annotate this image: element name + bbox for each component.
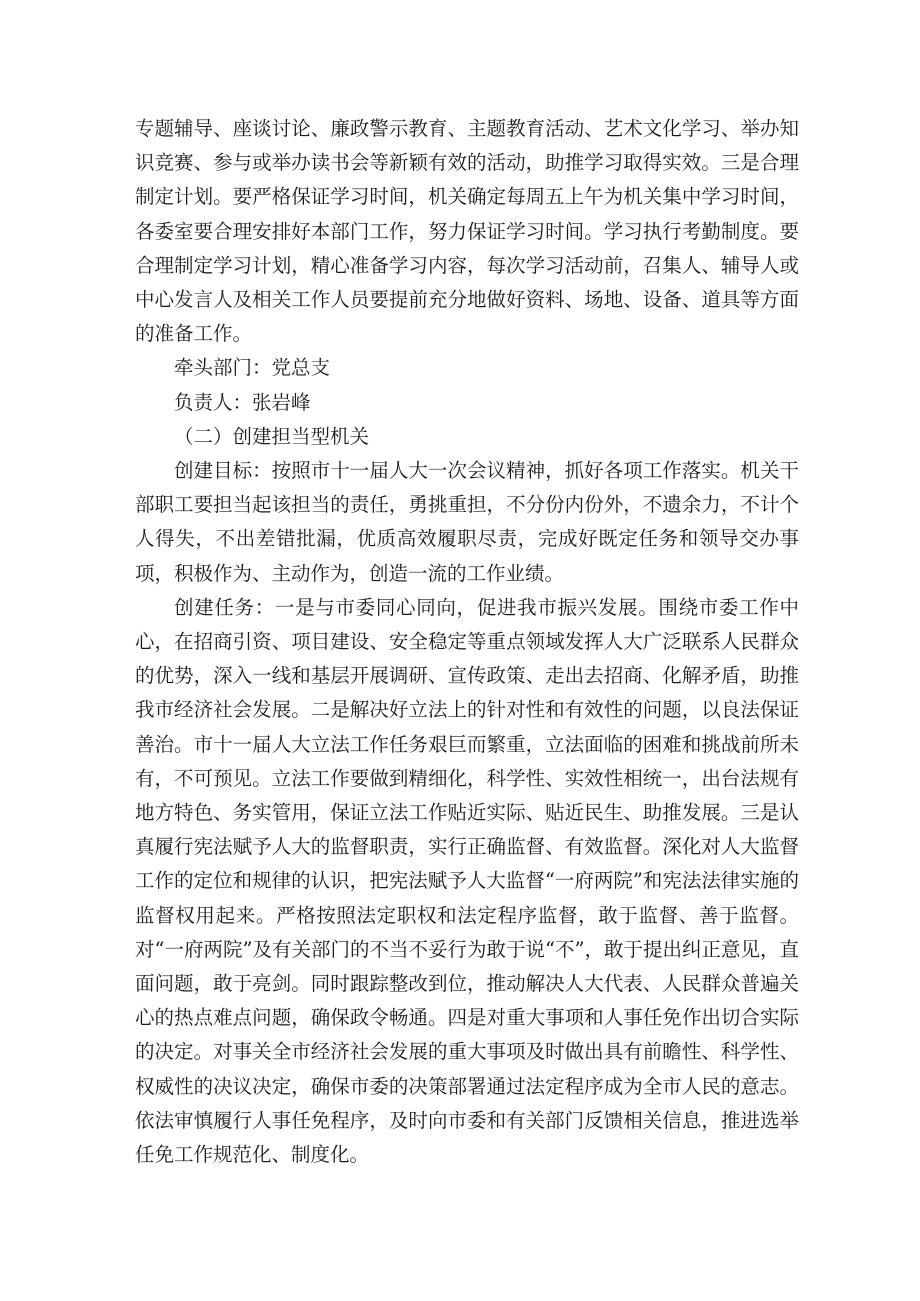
paragraph-responsible-person: 负责人：张岩峰 <box>174 390 311 414</box>
paragraph-study-methods: 专题辅导、座谈讨论、廉政警示教育、主题教育活动、艺术文化学习、举办知识竞赛、参与或举办读书会等新颖有效的活动，助推学习取得实效。三是合理制定计划。要严格保证学习时间，机关确定每周五上午为机关集中学习时间，各委室要合理安排好本部门工作，努力保证学习时间。学习执行考勤制度。要合理制定学习计划，精心准备学习内容，每次学习活动前，召集人、辅导人或中心发言人及相关工作人员要提前充分地做好资料、场地、设备、道具等方面的准备工作。 <box>135 117 799 346</box>
paragraph-creation-goal: 创建目标：按照市十一届人大一次会议精神，抓好各项工作落实。机关干部职工要担当起该担当的责任，勇挑重担，不分份内份外，不遗余力，不计个人得失，不出差错批漏，优质高效履职尽责，完成好既定任务和领导交办事项，积极作为、主动作为，创造一流的工作业绩。 <box>135 459 799 585</box>
document-page <box>135 112 799 1172</box>
section-heading: （二）创建担当型机关 <box>174 424 370 448</box>
paragraph-lead-department: 牵头部门：党总支 <box>174 356 331 380</box>
paragraph-creation-tasks: 创建任务：一是与市委同心同向，促进我市振兴发展。围绕市委工作中心，在招商引资、项目建设、安全稳定等重点领域发挥人大广泛联系人民群众的优势，深入一线和基层开展调研、宣传政策、走出去招商、化解矛盾，助推我市经济社会发展。二是解决好立法上的针对性和有效性的问题，以良法保证善治。市十一届人大立法工作任务艰巨而繁重，立法面临的困难和挑战前所未有，不可预见。立法工作要做到精细化，科学性、实效性相统一，出台法规有地方特色、务实管用，保证立法工作贴近实际、贴近民生、助推发展。三是认真履行宪法赋予人大的监督职责，实行正确监督、有效监督。深化对人大监督工作的定位和规律的认识，把宪法赋予人大监督“一府两院”和宪法法律实施的监督权用起来。严格按照法定职权和法定程序监督，敢于监督、善于监督。对“一府两院”及有关部门的不当不妥行为敢于说“不”，敢于提出纠正意见，直面问题，敢于亮剑。同时跟踪整改到位，推动解决人大代表、人民群众普遍关心的热点难点问题，确保政令畅通。四是对重大事项和人事任免作出切合实际的决定。对事关全市经济社会发展的重大事项及时做出具有前瞻性、科学性、权威性的决议决定，确保市委的决策部署通过法定程序成为全市人民的意志。依法审慎履行人事任免程序，及时向市委和有关部门反馈相关信息，推进选举任免工作规范化、制度化。 <box>135 595 799 1167</box>
